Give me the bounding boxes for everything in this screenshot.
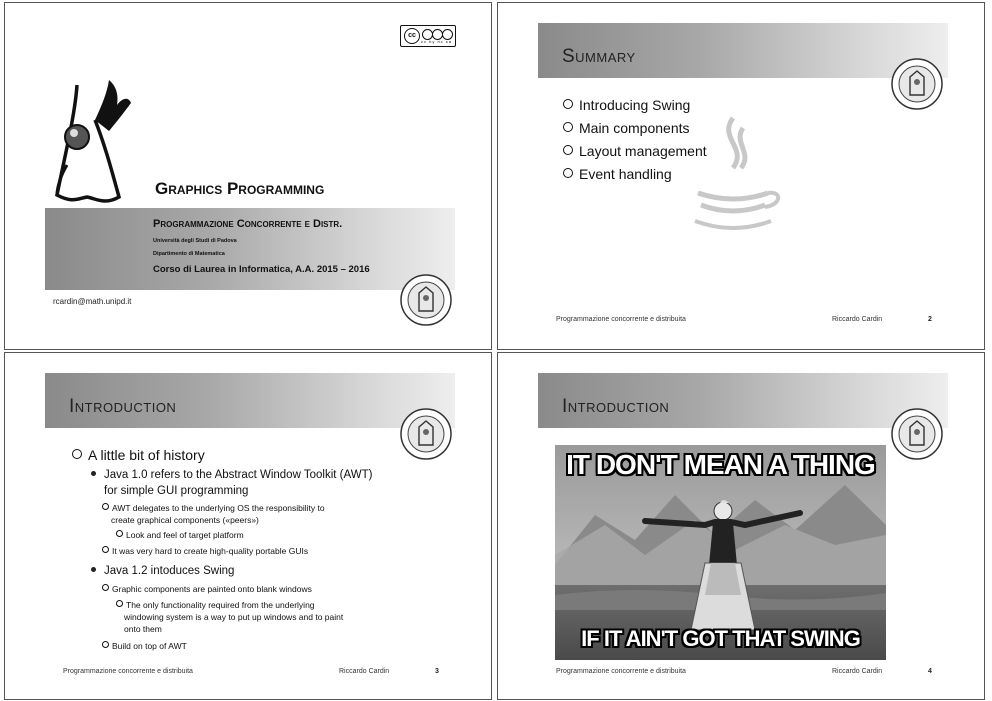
list-item: A little bit of history [72,447,205,463]
slide-introduction-meme [497,352,985,700]
university-name: Università degli Studi di Padova [153,238,237,244]
bullet-icon [116,530,123,537]
university-seal-icon [399,273,453,327]
list-item: Main components [563,120,690,136]
list-item: Build on top of AWT [102,641,187,651]
cc-label: cc by nc sa [421,39,453,44]
title-band [538,23,948,78]
cc-license-badge: cc cc by nc sa [400,25,456,47]
bullet-icon [91,471,96,476]
footer-course: Programmazione concorrente e distribuita [556,668,686,675]
bullet-icon [102,641,109,648]
bullet-icon [563,122,573,132]
course-name: Programmazione Concorrente e Distr. [153,218,343,230]
list-item: Layout management [563,143,707,159]
list-item: AWT delegates to the underlying OS the responsibility to [102,503,325,513]
list-item: The only functionality required from the underlying [116,600,315,610]
slide-title: Introduction [69,396,177,417]
slide-title: Summary [562,46,636,67]
footer-course: Programmazione concorrente e distribuita [63,668,193,675]
meme-image [555,445,886,660]
footer-author: Riccardo Cardin [832,316,883,323]
page-number: 2 [928,316,932,323]
bullet-icon [563,168,573,178]
title-band [45,373,455,428]
university-seal-icon [399,407,453,461]
list-item: Event handling [563,166,672,182]
title-band [538,373,948,428]
slide-introduction-history [4,352,492,700]
list-item: Java 1.0 refers to the Abstract Window Toolkit (AWT) [91,469,372,481]
slide-title: Graphics Programming [155,179,325,198]
footer-author: Riccardo Cardin [832,668,883,675]
list-item-continuation: windowing system is a way to put up windows and to paint [124,612,344,622]
university-seal-icon [890,407,944,461]
list-item-continuation: for simple GUI programming [104,485,249,497]
bullet-icon [563,99,573,109]
page-number: 4 [928,668,932,675]
bullet-icon [563,145,573,155]
slide-summary [497,2,985,350]
bullet-icon [102,546,109,553]
meme-bottom-text: IF IT AIN'T GOT THAT SWING [581,626,860,651]
department-name: Dipartimento di Matematica [153,251,225,257]
university-seal-icon [890,57,944,111]
bullet-icon [72,449,82,459]
bullet-icon [116,600,123,607]
footer-course: Programmazione concorrente e distribuita [556,316,686,323]
slide-title: Introduction [562,396,670,417]
author-email: rcardin@math.unipd.it [53,297,132,306]
list-item-continuation: create graphical components («peers») [111,515,259,525]
list-item: Introducing Swing [563,97,690,113]
list-item: It was very hard to create high-quality portable GUIs [102,546,308,556]
page-number: 3 [435,668,439,675]
bullet-icon [102,503,109,510]
degree-name: Corso di Laurea in Informatica, A.A. 2015 – 2016 [153,264,370,275]
bullet-icon [91,567,96,572]
list-item: Graphic components are painted onto blank windows [102,584,312,594]
meme-top-text: IT DON'T MEAN A THING [566,449,875,480]
java-cup-icon [683,113,783,243]
bullet-icon [102,584,109,591]
list-item: Java 1.2 intoduces Swing [91,565,234,577]
slide-title [4,2,492,350]
title-band [45,208,455,290]
list-item-continuation: onto them [124,624,162,634]
list-item: Look and feel of target platform [116,530,244,540]
footer-author: Riccardo Cardin [339,668,390,675]
duke-mascot-icon [47,75,137,215]
